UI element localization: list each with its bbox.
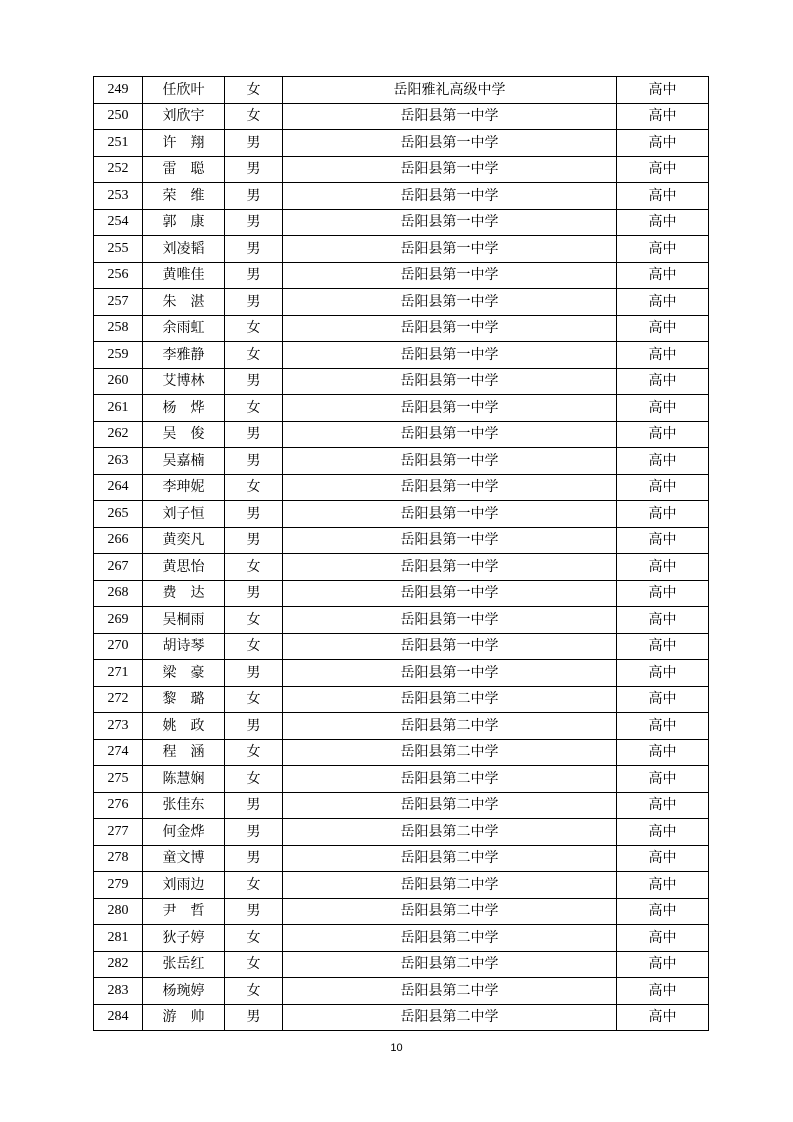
student-name-cell: 黎 璐 — [143, 686, 225, 713]
serial-number-cell: 264 — [94, 474, 143, 501]
gender-cell: 女 — [225, 925, 283, 952]
serial-number-cell: 266 — [94, 527, 143, 554]
table-row — [94, 713, 709, 740]
school-cell: 岳阳县第二中学 — [283, 978, 617, 1005]
serial-number-cell: 284 — [94, 1004, 143, 1031]
table-row — [94, 1004, 709, 1031]
student-name-cell: 吴 俊 — [143, 421, 225, 448]
school-cell: 岳阳县第二中学 — [283, 686, 617, 713]
serial-number-cell: 268 — [94, 580, 143, 607]
serial-number-cell: 257 — [94, 289, 143, 316]
table-row — [94, 686, 709, 713]
gender-cell: 女 — [225, 633, 283, 660]
page-number: 10 — [390, 1042, 403, 1054]
gender-cell: 女 — [225, 103, 283, 130]
student-name-cell: 吴桐雨 — [143, 607, 225, 634]
serial-number-cell: 250 — [94, 103, 143, 130]
school-cell: 岳阳县第二中学 — [283, 898, 617, 925]
school-level-cell: 高中 — [617, 236, 709, 263]
school-cell: 岳阳县第一中学 — [283, 421, 617, 448]
serial-number-cell: 263 — [94, 448, 143, 475]
student-name-cell: 姚 政 — [143, 713, 225, 740]
school-cell: 岳阳县第一中学 — [283, 130, 617, 157]
school-level-cell: 高中 — [617, 951, 709, 978]
table-row — [94, 898, 709, 925]
gender-cell: 女 — [225, 739, 283, 766]
student-name-cell: 张岳红 — [143, 951, 225, 978]
table-row — [94, 262, 709, 289]
serial-number-cell: 261 — [94, 395, 143, 422]
table-row — [94, 209, 709, 236]
gender-cell: 男 — [225, 792, 283, 819]
student-name-cell: 黄奕凡 — [143, 527, 225, 554]
serial-number-cell: 265 — [94, 501, 143, 528]
student-name-cell: 程 涵 — [143, 739, 225, 766]
table-row — [94, 130, 709, 157]
student-name-cell: 刘欣宇 — [143, 103, 225, 130]
school-level-cell: 高中 — [617, 289, 709, 316]
school-level-cell: 高中 — [617, 527, 709, 554]
table-row — [94, 315, 709, 342]
gender-cell: 男 — [225, 156, 283, 183]
school-level-cell: 高中 — [617, 262, 709, 289]
gender-cell: 男 — [225, 527, 283, 554]
school-cell: 岳阳县第一中学 — [283, 156, 617, 183]
serial-number-cell: 278 — [94, 845, 143, 872]
table-row — [94, 501, 709, 528]
table-row — [94, 951, 709, 978]
serial-number-cell: 270 — [94, 633, 143, 660]
student-roster-body — [94, 77, 709, 1031]
table-row — [94, 819, 709, 846]
school-cell: 岳阳县第一中学 — [283, 209, 617, 236]
table-row — [94, 925, 709, 952]
school-cell: 岳阳县第一中学 — [283, 580, 617, 607]
student-name-cell: 陈慧娴 — [143, 766, 225, 793]
school-cell: 岳阳县第一中学 — [283, 368, 617, 395]
school-cell: 岳阳县第一中学 — [283, 501, 617, 528]
school-cell: 岳阳县第一中学 — [283, 395, 617, 422]
school-level-cell: 高中 — [617, 103, 709, 130]
school-level-cell: 高中 — [617, 686, 709, 713]
table-row — [94, 527, 709, 554]
serial-number-cell: 256 — [94, 262, 143, 289]
student-name-cell: 任欣叶 — [143, 77, 225, 104]
gender-cell: 女 — [225, 978, 283, 1005]
table-row — [94, 872, 709, 899]
student-name-cell: 刘雨边 — [143, 872, 225, 899]
school-level-cell: 高中 — [617, 580, 709, 607]
serial-number-cell: 276 — [94, 792, 143, 819]
gender-cell: 女 — [225, 77, 283, 104]
gender-cell: 女 — [225, 342, 283, 369]
student-name-cell: 李珅妮 — [143, 474, 225, 501]
student-name-cell: 张佳东 — [143, 792, 225, 819]
serial-number-cell: 280 — [94, 898, 143, 925]
school-level-cell: 高中 — [617, 156, 709, 183]
school-level-cell: 高中 — [617, 898, 709, 925]
table-row — [94, 474, 709, 501]
school-level-cell: 高中 — [617, 130, 709, 157]
gender-cell: 男 — [225, 1004, 283, 1031]
school-level-cell: 高中 — [617, 872, 709, 899]
table-row — [94, 660, 709, 687]
school-level-cell: 高中 — [617, 792, 709, 819]
serial-number-cell: 258 — [94, 315, 143, 342]
table-row — [94, 368, 709, 395]
table-row — [94, 633, 709, 660]
serial-number-cell: 283 — [94, 978, 143, 1005]
serial-number-cell: 273 — [94, 713, 143, 740]
school-cell: 岳阳县第一中学 — [283, 527, 617, 554]
school-level-cell: 高中 — [617, 77, 709, 104]
school-cell: 岳阳县第一中学 — [283, 342, 617, 369]
serial-number-cell: 260 — [94, 368, 143, 395]
student-name-cell: 胡诗琴 — [143, 633, 225, 660]
school-level-cell: 高中 — [617, 501, 709, 528]
serial-number-cell: 252 — [94, 156, 143, 183]
school-cell: 岳阳县第一中学 — [283, 474, 617, 501]
serial-number-cell: 269 — [94, 607, 143, 634]
school-level-cell: 高中 — [617, 448, 709, 475]
gender-cell: 女 — [225, 951, 283, 978]
student-name-cell: 朱 湛 — [143, 289, 225, 316]
school-level-cell: 高中 — [617, 368, 709, 395]
table-row — [94, 236, 709, 263]
school-level-cell: 高中 — [617, 607, 709, 634]
serial-number-cell: 253 — [94, 183, 143, 210]
serial-number-cell: 279 — [94, 872, 143, 899]
serial-number-cell: 249 — [94, 77, 143, 104]
table-row — [94, 103, 709, 130]
gender-cell: 男 — [225, 898, 283, 925]
student-name-cell: 郭 康 — [143, 209, 225, 236]
school-cell: 岳阳县第二中学 — [283, 766, 617, 793]
table-row — [94, 766, 709, 793]
serial-number-cell: 254 — [94, 209, 143, 236]
serial-number-cell: 275 — [94, 766, 143, 793]
student-name-cell: 荣 维 — [143, 183, 225, 210]
table-row — [94, 342, 709, 369]
student-name-cell: 黄唯佳 — [143, 262, 225, 289]
school-level-cell: 高中 — [617, 342, 709, 369]
school-cell: 岳阳县第一中学 — [283, 262, 617, 289]
school-cell: 岳阳雅礼高级中学 — [283, 77, 617, 104]
school-level-cell: 高中 — [617, 209, 709, 236]
student-name-cell: 李雅静 — [143, 342, 225, 369]
table-row — [94, 395, 709, 422]
school-level-cell: 高中 — [617, 660, 709, 687]
school-cell: 岳阳县第二中学 — [283, 792, 617, 819]
student-name-cell: 刘子恒 — [143, 501, 225, 528]
table-row — [94, 978, 709, 1005]
school-cell: 岳阳县第一中学 — [283, 103, 617, 130]
school-level-cell: 高中 — [617, 183, 709, 210]
student-name-cell: 杨 烨 — [143, 395, 225, 422]
gender-cell: 男 — [225, 183, 283, 210]
gender-cell: 女 — [225, 872, 283, 899]
table-row — [94, 554, 709, 581]
student-name-cell: 雷 聪 — [143, 156, 225, 183]
gender-cell: 女 — [225, 474, 283, 501]
serial-number-cell: 262 — [94, 421, 143, 448]
student-name-cell: 游 帅 — [143, 1004, 225, 1031]
school-level-cell: 高中 — [617, 1004, 709, 1031]
table-row — [94, 792, 709, 819]
student-name-cell: 吴嘉楠 — [143, 448, 225, 475]
school-cell: 岳阳县第二中学 — [283, 713, 617, 740]
table-row — [94, 156, 709, 183]
table-row — [94, 448, 709, 475]
school-cell: 岳阳县第二中学 — [283, 845, 617, 872]
student-roster-table — [93, 76, 709, 1031]
student-name-cell: 余雨虹 — [143, 315, 225, 342]
table-row — [94, 607, 709, 634]
serial-number-cell: 274 — [94, 739, 143, 766]
gender-cell: 男 — [225, 236, 283, 263]
student-name-cell: 杨琬婷 — [143, 978, 225, 1005]
table-row — [94, 739, 709, 766]
gender-cell: 男 — [225, 368, 283, 395]
student-name-cell: 童文博 — [143, 845, 225, 872]
serial-number-cell: 259 — [94, 342, 143, 369]
school-level-cell: 高中 — [617, 554, 709, 581]
gender-cell: 男 — [225, 660, 283, 687]
school-level-cell: 高中 — [617, 978, 709, 1005]
school-level-cell: 高中 — [617, 421, 709, 448]
school-level-cell: 高中 — [617, 713, 709, 740]
student-name-cell: 黄思怡 — [143, 554, 225, 581]
serial-number-cell: 277 — [94, 819, 143, 846]
gender-cell: 男 — [225, 713, 283, 740]
student-name-cell: 何金烨 — [143, 819, 225, 846]
school-level-cell: 高中 — [617, 474, 709, 501]
gender-cell: 女 — [225, 766, 283, 793]
school-cell: 岳阳县第二中学 — [283, 951, 617, 978]
school-level-cell: 高中 — [617, 819, 709, 846]
serial-number-cell: 251 — [94, 130, 143, 157]
gender-cell: 男 — [225, 845, 283, 872]
student-name-cell: 费 达 — [143, 580, 225, 607]
table-row — [94, 77, 709, 104]
school-cell: 岳阳县第二中学 — [283, 1004, 617, 1031]
school-cell: 岳阳县第一中学 — [283, 448, 617, 475]
school-cell: 岳阳县第二中学 — [283, 819, 617, 846]
student-name-cell: 刘凌韬 — [143, 236, 225, 263]
serial-number-cell: 267 — [94, 554, 143, 581]
school-cell: 岳阳县第一中学 — [283, 315, 617, 342]
gender-cell: 男 — [225, 130, 283, 157]
serial-number-cell: 282 — [94, 951, 143, 978]
school-cell: 岳阳县第一中学 — [283, 554, 617, 581]
table-row — [94, 289, 709, 316]
gender-cell: 女 — [225, 607, 283, 634]
school-cell: 岳阳县第一中学 — [283, 236, 617, 263]
table-row — [94, 183, 709, 210]
student-name-cell: 狄子婷 — [143, 925, 225, 952]
student-name-cell: 艾博林 — [143, 368, 225, 395]
student-name-cell: 梁 豪 — [143, 660, 225, 687]
school-level-cell: 高中 — [617, 845, 709, 872]
gender-cell: 男 — [225, 262, 283, 289]
gender-cell: 女 — [225, 315, 283, 342]
table-row — [94, 421, 709, 448]
school-cell: 岳阳县第二中学 — [283, 925, 617, 952]
gender-cell: 女 — [225, 686, 283, 713]
school-level-cell: 高中 — [617, 315, 709, 342]
school-level-cell: 高中 — [617, 739, 709, 766]
school-level-cell: 高中 — [617, 925, 709, 952]
gender-cell: 男 — [225, 209, 283, 236]
serial-number-cell: 272 — [94, 686, 143, 713]
school-cell: 岳阳县第一中学 — [283, 633, 617, 660]
serial-number-cell: 281 — [94, 925, 143, 952]
gender-cell: 男 — [225, 289, 283, 316]
school-cell: 岳阳县第一中学 — [283, 607, 617, 634]
gender-cell: 男 — [225, 448, 283, 475]
school-cell: 岳阳县第二中学 — [283, 872, 617, 899]
school-cell: 岳阳县第一中学 — [283, 660, 617, 687]
student-name-cell: 许 翔 — [143, 130, 225, 157]
gender-cell: 男 — [225, 421, 283, 448]
serial-number-cell: 271 — [94, 660, 143, 687]
gender-cell: 女 — [225, 395, 283, 422]
table-row — [94, 845, 709, 872]
gender-cell: 女 — [225, 554, 283, 581]
student-name-cell: 尹 哲 — [143, 898, 225, 925]
table-row — [94, 580, 709, 607]
school-cell: 岳阳县第一中学 — [283, 289, 617, 316]
school-level-cell: 高中 — [617, 395, 709, 422]
school-level-cell: 高中 — [617, 633, 709, 660]
gender-cell: 男 — [225, 580, 283, 607]
school-level-cell: 高中 — [617, 766, 709, 793]
school-cell: 岳阳县第一中学 — [283, 183, 617, 210]
gender-cell: 男 — [225, 501, 283, 528]
serial-number-cell: 255 — [94, 236, 143, 263]
gender-cell: 男 — [225, 819, 283, 846]
school-cell: 岳阳县第二中学 — [283, 739, 617, 766]
